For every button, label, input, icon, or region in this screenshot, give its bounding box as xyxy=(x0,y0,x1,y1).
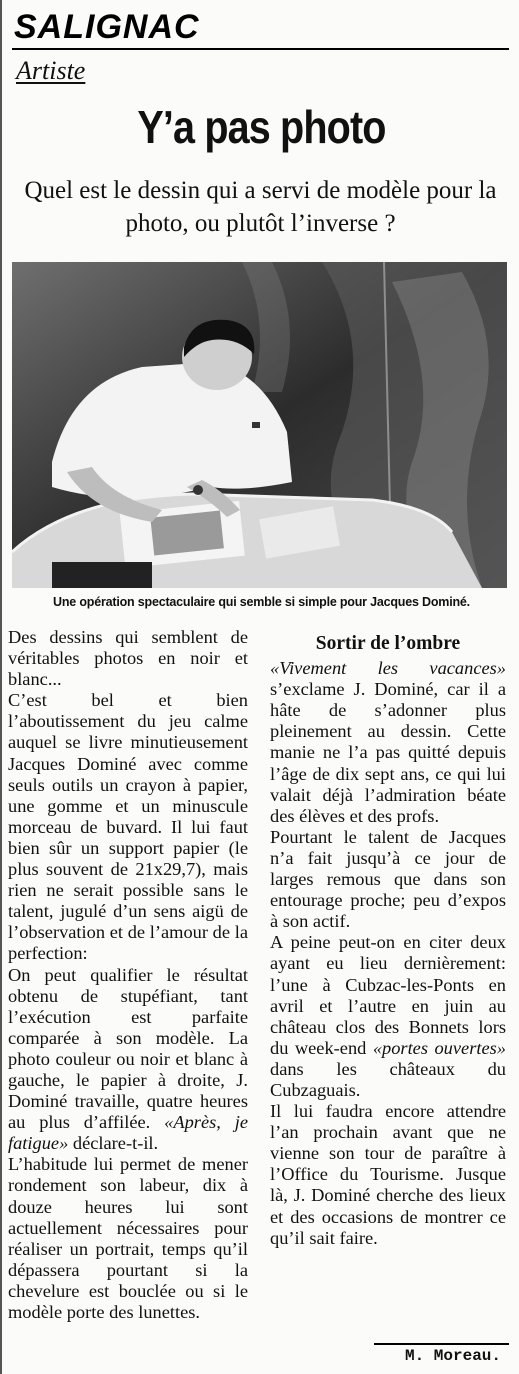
right-column xyxy=(270,627,506,1249)
section-label: Artiste xyxy=(16,56,86,85)
article-headline: Y’a pas photo xyxy=(137,101,386,153)
photo-caption: Une opération spectaculaire qui semble si simple pour Jacques Dominé. xyxy=(53,595,470,609)
right-p3-text: A peine peut-on en citer deux ayant eu lieu dernièrement: l’une à Cubzac-les-Ponts en avril et l’autre en juin au château clos des Bonnets lors du week-end xyxy=(270,932,506,1058)
right-p3-end: dans les châteaux du Cubzaguais. xyxy=(270,1058,506,1100)
article-dek: Quel est le dessin qui a servi de modèle pour la photo, ou plutôt l’inverse ? xyxy=(24,177,497,237)
right-paragraph-2: Pourtant le talent de Jacques n’a fait jusqu’à ce jour de larges remous que dans son entourage proche; peu d’expos à son actif. xyxy=(270,826,506,932)
locality-heading: SALIGNAC xyxy=(14,8,200,46)
right-paragraph-1 xyxy=(270,658,506,827)
left-paragraph-3 xyxy=(8,965,248,1155)
author-signature: M. Moreau. xyxy=(404,1347,501,1365)
left-p3-end: déclare-t-il. xyxy=(68,1133,159,1154)
signature-rule xyxy=(374,1343,509,1345)
right-subhead: Sortir de l’ombre xyxy=(315,633,461,654)
left-column xyxy=(8,627,248,1323)
right-p1-text: s’exclame J. Dominé, car il a hâte de s’adonner plus pleinement au dessin. Cette manie ne l’a pas quitté depuis l’âge de dix sept ans, ce qui lui valait déjà l’admiration béate des élèves et des profs. xyxy=(270,679,506,826)
article-photo xyxy=(12,262,507,588)
photo-illustration xyxy=(12,262,507,588)
left-paragraph-4: L’habitude lui permet de mener rondement son labeur, dix à douze heures lui sont actuellement nécessaires pour réaliser un portrait, temps qu’il dépassera pourtant si la chevelure est bouclée ou si le modèle porte des lunettes. xyxy=(8,1154,248,1322)
right-p3-quote: «portes ouvertes» xyxy=(372,1037,506,1058)
right-paragraph-3 xyxy=(270,932,506,1101)
left-paragraph-2: C’est bel et bien l’aboutissement du jeu calme auquel se livre minutieusement Jacques Dominé avec comme seuls outils un crayon à papier, une gomme et un minuscule morceau de buvard. Il lui faut bien sûr un support papier (le plus souvent de 21x29,7), mais rien ne serait possible sans le talent, jugulé d’un sens aigü de l’observation et de l’amour de la perfection: xyxy=(8,690,248,964)
left-p3-quote: «Après, je fatigue» xyxy=(8,1112,248,1154)
top-rule xyxy=(12,48,509,50)
left-p3-text: On peut qualifier le résultat obtenu de stupéfiant, tant l’exécution est parfaite comparée à son modèle. La photo couleur ou noir et blanc à gauche, le papier à droite, J. Dominé travaille, quatre heures au plus d’affilée. xyxy=(8,964,248,1133)
right-paragraph-4: Il lui faudra encore attendre l’an prochain avant que ne vienne son tour de paraître à l’Office du Tourisme. Jusque là, J. Dominé cherche des lieux et des occasions de montrer ce qu’il sait faire. xyxy=(270,1101,506,1248)
right-p1-quote: «Vivement les vacances» xyxy=(270,658,506,679)
left-paragraph-1: Des dessins qui semblent de véritables photos en noir et blanc... xyxy=(8,627,248,690)
